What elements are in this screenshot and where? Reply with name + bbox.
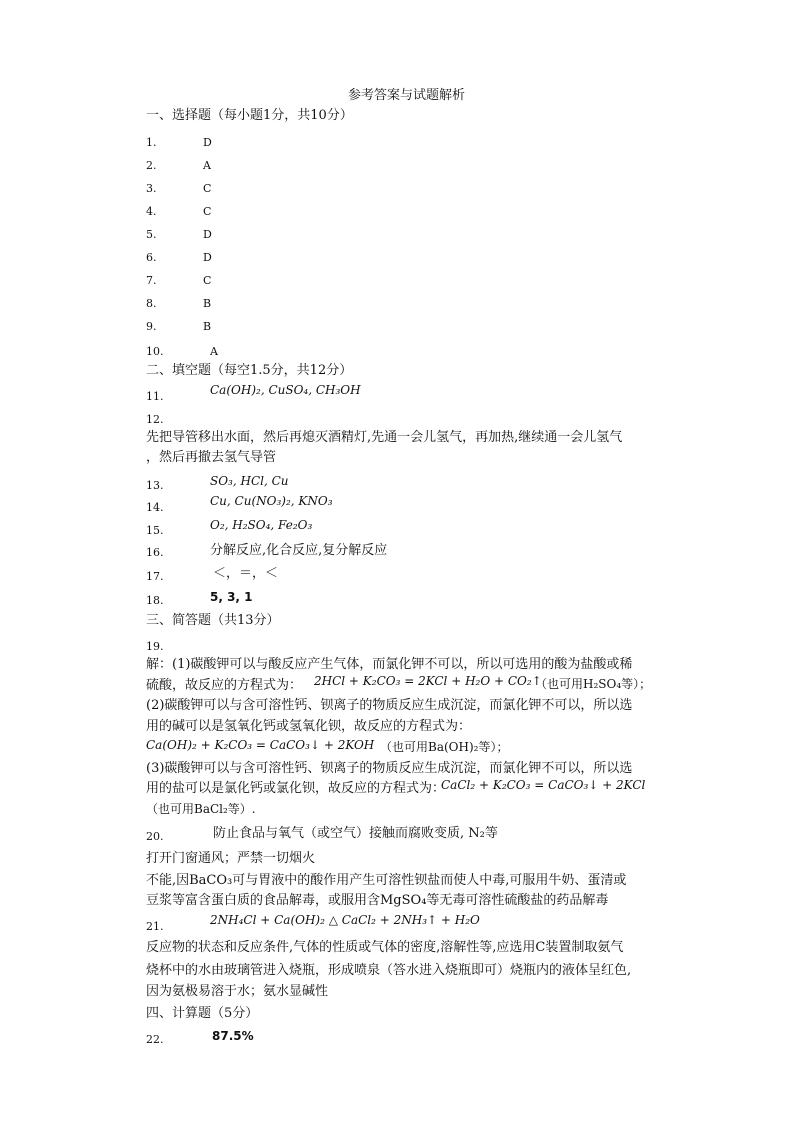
q19-line2-equation: 2HCl + K₂CO₃ = 2KCl + H₂O + CO₂↑ [314,674,542,688]
q15-number: 15. [146,524,164,537]
choice-number: 9. [146,320,157,333]
q19-line5-note: （也可用Ba(OH)₂等）； [380,740,509,754]
section-calc-heading: 四、计算题（5分） [146,1006,259,1021]
q19-line1: 解：(1)碳酸钾可以与酸反应产生气体，而氯化钾不可以，所以可选用的酸为盐酸或稀 [146,657,633,672]
q17-answer: ＜，＝，＜ [213,566,279,581]
q20-number: 20. [146,830,164,843]
choice-answer: A [210,345,218,358]
choice-answer: D [203,251,212,264]
q11-number: 11. [146,390,164,403]
choice-number: 10. [146,345,164,358]
choice-answer: B [203,297,212,310]
choice-number: 8. [146,297,157,310]
q19-line2-text: 硫酸，故反应的方程式为： [146,678,303,693]
section-choice-heading: 一、选择题（每小题1分，共10分） [146,108,353,123]
q14-number: 14. [146,501,164,514]
choice-number: 3. [146,182,157,195]
q19-line6: (3)碳酸钾可以与含可溶性钙、钡离子的物质反应生成沉淀，而氯化钾不可以，所以选 [146,761,633,776]
q16-number: 16. [146,546,164,559]
choice-number: 4. [146,205,157,218]
q19-line4: 用的碱可以是氢氧化钙或氢氧化钡，故反应的方程式为： [146,719,472,734]
q12-answer-cont: ，然后再撤去氢气导管 [146,450,277,465]
choice-number: 7. [146,274,157,287]
q22-number: 22. [146,1033,164,1046]
section-short-answer-heading: 三、简答题（共13分） [146,613,280,628]
choice-number: 5. [146,228,157,241]
q12-number: 12. [146,413,164,426]
q18-number: 18. [146,594,164,607]
q11-answer: Ca(OH)₂, CuSO₄, CH₃OH [210,383,361,397]
section-fill-heading: 二、填空题（每空1.5分，共12分） [146,363,353,378]
q21-answer1: 反应物的状态和反应条件,气体的性质或气体的密度,溶解性等,应选用C装置制取氨气 [146,940,624,955]
choice-answer: A [203,159,211,172]
q19-line3: (2)碳酸钾可以与含可溶性钙、钡离子的物质反应生成沉淀，而氯化钾不可以，所以选 [146,698,633,713]
q19-line7-text: 用的盐可以是氯化钙或氯化钡，故反应的方程式为： [146,781,446,796]
q13-answer: SO₃, HCl, Cu [210,474,289,488]
q17-number: 17. [146,570,164,583]
q20-answer3: 不能,因BaCO₃可与胃液中的酸作用产生可溶性钡盐而使人中毒,可服用牛奶、蛋清或 [146,873,627,888]
q14-answer: Cu, Cu(NO₃)₂, KNO₃ [210,494,333,508]
q20-answer4: 豆浆等富含蛋白质的食品解毒，或服用含MgSO₄等无毒可溶性硫酸盐的药品解毒 [146,893,609,908]
q13-number: 13. [146,479,164,492]
q21-equation: 2NH₄Cl + Ca(OH)₂ △ CaCl₂ + 2NH₃↑ + H₂O [210,913,480,927]
q19-line5-equation: Ca(OH)₂ + K₂CO₃ = CaCO₃↓ + 2KOH [146,738,375,752]
q22-answer: 87.5% [212,1029,254,1043]
choice-answer: C [203,205,212,218]
q15-answer: O₂, H₂SO₄, Fe₂O₃ [210,518,313,532]
choice-answer: D [203,136,212,149]
choice-answer: C [203,274,212,287]
q19-number: 19. [146,640,164,653]
choice-number: 6. [146,251,157,264]
choice-answer: C [203,182,212,195]
q19-line8: （也可用BaCl₂等）. [146,802,256,816]
q20-answer1: 防止食品与氧气（或空气）接触而腐败变质, N₂等 [213,826,498,841]
q12-answer: 先把导管移出水面，然后再熄灭酒精灯,先通一会儿氢气，再加热,继续通一会儿氢气 [146,430,623,445]
choice-answer: B [203,320,212,333]
choice-number: 2. [146,159,157,172]
page-title: 参考答案与试题解析 [348,88,466,103]
q20-answer2: 打开门窗通风；严禁一切烟火 [146,851,316,866]
q21-answer3: 因为氨极易溶于水；氨水显碱性 [146,984,329,999]
q16-answer: 分解反应,化合反应,复分解反应 [210,543,388,558]
choice-number: 1. [146,136,157,149]
q19-line7-equation: CaCl₂ + K₂CO₃ = CaCO₃↓ + 2KCl [441,778,646,792]
q21-answer2: 烧杯中的水由玻璃管进入烧瓶，形成喷泉（答水进入烧瓶即可）烧瓶内的液体呈红色, [146,963,632,978]
q21-number: 21. [146,920,164,933]
q19-line2-note: （也可用H₂SO₄等）； [535,677,652,691]
q18-answer: 5, 3, 1 [210,590,253,604]
choice-answer: D [203,228,212,241]
